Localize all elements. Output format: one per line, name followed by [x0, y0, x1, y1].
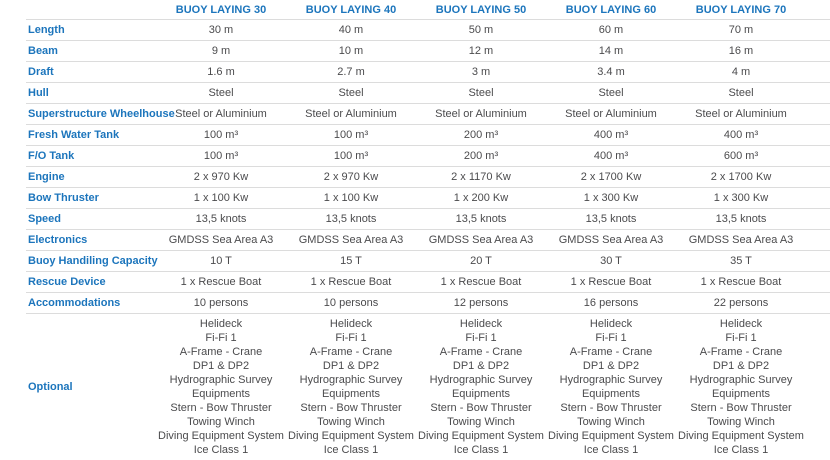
spec-value: 1 x 100 Kw — [286, 188, 416, 209]
optional-item: Ice Class 1 — [678, 443, 804, 457]
spec-value: 1 x 200 Kw — [416, 188, 546, 209]
spec-value: 400 m³ — [676, 125, 806, 146]
spec-value: 30 T — [546, 251, 676, 272]
left-gutter — [0, 293, 26, 314]
optional-item: Fi-Fi 1 — [158, 331, 284, 345]
optional-item: DP1 & DP2 — [548, 359, 674, 373]
optional-item: Ice Class 1 — [288, 443, 414, 457]
right-gutter — [806, 41, 830, 62]
optional-item: Hydrographic Survey Equipments — [418, 373, 544, 401]
spec-value: 35 T — [676, 251, 806, 272]
left-gutter — [0, 104, 26, 125]
left-gutter — [0, 146, 26, 167]
row-label: F/O Tank — [26, 146, 156, 167]
optional-item: DP1 & DP2 — [418, 359, 544, 373]
spec-value: GMDSS Sea Area A3 — [156, 230, 286, 251]
optional-item: Fi-Fi 1 — [678, 331, 804, 345]
optional-item: A-Frame - Crane — [158, 345, 284, 359]
optional-item: Helideck — [678, 317, 804, 331]
right-gutter — [806, 20, 830, 41]
table-row — [0, 293, 830, 314]
optional-item: DP1 & DP2 — [158, 359, 284, 373]
spec-value: 1 x Rescue Boat — [156, 272, 286, 293]
row-label: Engine — [26, 167, 156, 188]
optional-item: Fi-Fi 1 — [418, 331, 544, 345]
header-right-gutter — [806, 0, 830, 20]
spec-value — [156, 314, 286, 460]
spec-value: 16 persons — [546, 293, 676, 314]
left-gutter — [0, 62, 26, 83]
spec-value: 22 persons — [676, 293, 806, 314]
row-label: Fresh Water Tank — [26, 125, 156, 146]
spec-value: 3 m — [416, 62, 546, 83]
spec-value: 100 m³ — [156, 125, 286, 146]
spec-value: GMDSS Sea Area A3 — [286, 230, 416, 251]
row-label: Draft — [26, 62, 156, 83]
table-row — [0, 167, 830, 188]
spec-value: 100 m³ — [286, 125, 416, 146]
spec-value: 20 T — [416, 251, 546, 272]
spec-value: 10 persons — [286, 293, 416, 314]
column-header-buoy-laying-50: BUOY LAYING 50 — [416, 0, 546, 20]
table-row — [0, 251, 830, 272]
row-label: Electronics — [26, 230, 156, 251]
spec-value: 10 m — [286, 41, 416, 62]
spec-value: 400 m³ — [546, 146, 676, 167]
spec-value: 10 T — [156, 251, 286, 272]
spec-value: GMDSS Sea Area A3 — [416, 230, 546, 251]
optional-item: Towing Winch — [418, 415, 544, 429]
optional-item: Ice Class 1 — [158, 443, 284, 457]
spec-value: 9 m — [156, 41, 286, 62]
row-label: Beam — [26, 41, 156, 62]
column-header-buoy-laying-60: BUOY LAYING 60 — [546, 0, 676, 20]
optional-item: Hydrographic Survey Equipments — [288, 373, 414, 401]
spec-value: 600 m³ — [676, 146, 806, 167]
spec-value: Steel — [676, 83, 806, 104]
spec-value: 1 x Rescue Boat — [546, 272, 676, 293]
left-gutter — [0, 167, 26, 188]
spec-value: 13,5 knots — [156, 209, 286, 230]
row-label: Rescue Device — [26, 272, 156, 293]
spec-value: 14 m — [546, 41, 676, 62]
spec-value: 13,5 knots — [286, 209, 416, 230]
right-gutter — [806, 146, 830, 167]
spec-value: 10 persons — [156, 293, 286, 314]
column-header-buoy-laying-30: BUOY LAYING 30 — [156, 0, 286, 20]
header-label-spacer — [26, 0, 156, 20]
spec-value — [416, 314, 546, 460]
right-gutter — [806, 167, 830, 188]
spec-value: 70 m — [676, 20, 806, 41]
spec-value: Steel or Aluminium — [286, 104, 416, 125]
row-label: Accommodations — [26, 293, 156, 314]
optional-item: Hydrographic Survey Equipments — [158, 373, 284, 401]
spec-value: Steel — [286, 83, 416, 104]
optional-item: Towing Winch — [548, 415, 674, 429]
left-gutter — [0, 230, 26, 251]
optional-item: Towing Winch — [158, 415, 284, 429]
table-row — [0, 209, 830, 230]
row-label: Superstructure Wheelhouse — [26, 104, 156, 125]
spec-value: 1.6 m — [156, 62, 286, 83]
table-row — [0, 104, 830, 125]
row-label: Hull — [26, 83, 156, 104]
optional-item: Diving Equipment System — [418, 429, 544, 443]
row-label: Speed — [26, 209, 156, 230]
optional-item: Fi-Fi 1 — [288, 331, 414, 345]
table-row — [0, 188, 830, 209]
optional-item: Hydrographic Survey Equipments — [548, 373, 674, 401]
left-gutter — [0, 251, 26, 272]
optional-item: A-Frame - Crane — [288, 345, 414, 359]
right-gutter — [806, 293, 830, 314]
spec-value: 40 m — [286, 20, 416, 41]
spec-value: 4 m — [676, 62, 806, 83]
spec-value: Steel — [416, 83, 546, 104]
spec-value — [546, 314, 676, 460]
column-header-buoy-laying-70: BUOY LAYING 70 — [676, 0, 806, 20]
left-gutter — [0, 188, 26, 209]
optional-item: Diving Equipment System — [548, 429, 674, 443]
spec-value: 200 m³ — [416, 146, 546, 167]
spec-value: 400 m³ — [546, 125, 676, 146]
table-row — [0, 125, 830, 146]
table-row — [0, 41, 830, 62]
spec-value: 13,5 knots — [546, 209, 676, 230]
table-row — [0, 83, 830, 104]
optional-item: Ice Class 1 — [418, 443, 544, 457]
optional-item: Stern - Bow Thruster — [158, 401, 284, 415]
spec-value: 13,5 knots — [416, 209, 546, 230]
optional-item: Diving Equipment System — [158, 429, 284, 443]
spec-value: Steel — [546, 83, 676, 104]
optional-item: Towing Winch — [678, 415, 804, 429]
table-row — [0, 62, 830, 83]
spec-value: Steel or Aluminium — [156, 104, 286, 125]
optional-item: Fi-Fi 1 — [548, 331, 674, 345]
optional-item: Stern - Bow Thruster — [418, 401, 544, 415]
right-gutter — [806, 209, 830, 230]
optional-item: Hydrographic Survey Equipments — [678, 373, 804, 401]
optional-item: Stern - Bow Thruster — [288, 401, 414, 415]
right-gutter — [806, 251, 830, 272]
optional-item: Helideck — [548, 317, 674, 331]
spec-value: 15 T — [286, 251, 416, 272]
spec-value: 16 m — [676, 41, 806, 62]
spec-value: 100 m³ — [156, 146, 286, 167]
optional-item: Stern - Bow Thruster — [678, 401, 804, 415]
row-label: Length — [26, 20, 156, 41]
table-row — [0, 272, 830, 293]
spec-value: 2 x 970 Kw — [286, 167, 416, 188]
spec-value: 2 x 1700 Kw — [676, 167, 806, 188]
optional-item: Helideck — [418, 317, 544, 331]
table-row — [0, 230, 830, 251]
right-gutter — [806, 83, 830, 104]
spec-value: Steel or Aluminium — [676, 104, 806, 125]
spec-value: 60 m — [546, 20, 676, 41]
left-gutter — [0, 272, 26, 293]
right-gutter — [806, 272, 830, 293]
spec-value: GMDSS Sea Area A3 — [676, 230, 806, 251]
header-left-gutter — [0, 0, 26, 20]
right-gutter — [806, 125, 830, 146]
optional-item: Towing Winch — [288, 415, 414, 429]
left-gutter — [0, 125, 26, 146]
right-gutter — [806, 314, 830, 460]
spec-value: 2.7 m — [286, 62, 416, 83]
left-gutter — [0, 314, 26, 460]
optional-item: A-Frame - Crane — [418, 345, 544, 359]
spec-value: 12 m — [416, 41, 546, 62]
left-gutter — [0, 209, 26, 230]
row-label: Bow Thruster — [26, 188, 156, 209]
optional-item: Helideck — [288, 317, 414, 331]
left-gutter — [0, 20, 26, 41]
spec-table-body — [0, 20, 830, 460]
spec-value: 1 x 300 Kw — [676, 188, 806, 209]
spec-value: 200 m³ — [416, 125, 546, 146]
spec-value: 1 x Rescue Boat — [416, 272, 546, 293]
optional-item: Ice Class 1 — [548, 443, 674, 457]
optional-item: A-Frame - Crane — [678, 345, 804, 359]
optional-item: Stern - Bow Thruster — [548, 401, 674, 415]
optional-item: DP1 & DP2 — [678, 359, 804, 373]
left-gutter — [0, 83, 26, 104]
spec-value — [286, 314, 416, 460]
right-gutter — [806, 230, 830, 251]
row-label: Optional — [26, 314, 156, 460]
optional-item: Diving Equipment System — [678, 429, 804, 443]
optional-item: Helideck — [158, 317, 284, 331]
spec-value: 1 x 300 Kw — [546, 188, 676, 209]
spec-value: 2 x 1700 Kw — [546, 167, 676, 188]
spec-value: 1 x Rescue Boat — [676, 272, 806, 293]
optional-item: Diving Equipment System — [288, 429, 414, 443]
spec-value: 2 x 1170 Kw — [416, 167, 546, 188]
spec-value: 1 x 100 Kw — [156, 188, 286, 209]
optional-item: DP1 & DP2 — [288, 359, 414, 373]
spec-value: 13,5 knots — [676, 209, 806, 230]
spec-value: 50 m — [416, 20, 546, 41]
spec-value: 3.4 m — [546, 62, 676, 83]
table-row — [0, 146, 830, 167]
spec-value: 12 persons — [416, 293, 546, 314]
spec-value: 30 m — [156, 20, 286, 41]
spec-value: GMDSS Sea Area A3 — [546, 230, 676, 251]
table-row — [0, 20, 830, 41]
spec-value: 100 m³ — [286, 146, 416, 167]
right-gutter — [806, 104, 830, 125]
spec-value: Steel — [156, 83, 286, 104]
table-row — [0, 314, 830, 460]
spec-value: Steel or Aluminium — [416, 104, 546, 125]
column-header-buoy-laying-40: BUOY LAYING 40 — [286, 0, 416, 20]
spec-value — [676, 314, 806, 460]
right-gutter — [806, 62, 830, 83]
spec-value: 1 x Rescue Boat — [286, 272, 416, 293]
optional-item: A-Frame - Crane — [548, 345, 674, 359]
row-label: Buoy Handiling Capacity — [26, 251, 156, 272]
header-row — [0, 0, 830, 20]
left-gutter — [0, 41, 26, 62]
right-gutter — [806, 188, 830, 209]
spec-value: Steel or Aluminium — [546, 104, 676, 125]
spec-value: 2 x 970 Kw — [156, 167, 286, 188]
